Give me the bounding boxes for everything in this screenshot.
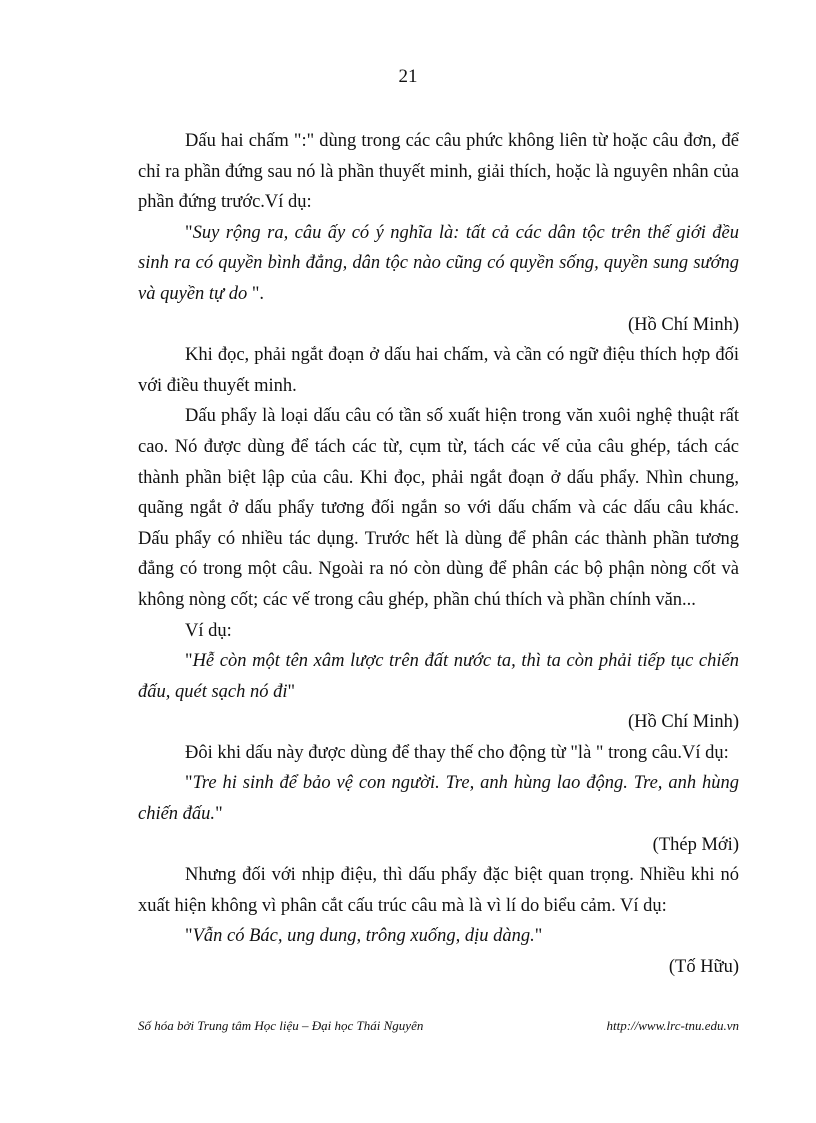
paragraph: Dấu phẩy là loại dấu câu có tần số xuất hiện trong văn xuôi nghệ thuật rất cao. Nó được dùng để tách các từ, cụm từ, tách các vế của câu ghép, tách các thành phần biệt lập của câu. Khi đọc, phải ngắt đoạn ở dấu phẩy. Nhìn chung, quãng ngắt ở dấu phẩy tương đối ngắn so với dấu chấm và các dấu câu khác. Dấu phẩy có nhiều tác dụng. Trước hết là dùng để phân các thành phần tương đẳng có trong một câu. Ngoài ra nó còn dùng để phân các bộ phận nòng cốt và không nòng cốt; các vế trong câu ghép, phần chú thích và phần chính văn...	[138, 406, 739, 610]
paragraph: Nhưng đối với nhịp điệu, thì dấu phẩy đặc biệt quan trọng. Nhiều khi nó xuất hiện không vì phân cắt cấu trúc câu mà là vì lí do biểu cảm. Ví dụ:	[138, 865, 739, 916]
quote-text: Vẫn có Bác, ung dung, trông xuống, dịu dàng.	[192, 926, 535, 947]
quote-source: (Tố Hữu)	[668, 957, 739, 978]
paragraph: Đôi khi dấu này được dùng để thay thế cho động từ "là " trong câu.Ví dụ:	[185, 742, 729, 763]
quote-close: "	[215, 804, 223, 825]
quote-source: (Hồ Chí Minh)	[628, 314, 739, 335]
footer-url: http://www.lrc-tnu.edu.vn	[606, 1018, 739, 1033]
quote: "Hễ còn một tên xâm lược trên đất nước ta, thì ta còn phải tiếp tục chiến đấu, quét sạch nó đi"	[138, 651, 739, 702]
paragraph: Khi đọc, phải ngắt đoạn ở dấu hai chấm, và cần có ngữ điệu thích hợp đối với điều thuyết minh.	[138, 345, 739, 396]
quote-close: "	[287, 681, 296, 702]
paragraph: Ví dụ:	[185, 620, 232, 641]
footer-credit: Số hóa bởi Trung tâm Học liệu – Đại học Thái Nguyên	[138, 1018, 424, 1033]
quote-close: ".	[251, 283, 265, 304]
quote-text: Suy rộng ra, câu ấy có ý nghĩa là: tất cả các dân tộc trên thế giới đều sinh ra có quyền bình đẳng, dân tộc nào cũng có quyền sống, quyền sung sướng và quyền tự do	[138, 222, 739, 304]
quote: "Vẫn có Bác, ung dung, trông xuống, dịu dàng."	[185, 926, 543, 947]
quote: "Suy rộng ra, câu ấy có ý nghĩa là: tất cả các dân tộc trên thế giới đều sinh ra có quyền bình đẳng, dân tộc nào cũng có quyền sống, quyền sung sướng và quyền tự do ".	[138, 222, 739, 304]
quote-text: Tre hi sinh để bảo vệ con người. Tre, anh hùng lao động. Tre, anh hùng chiến đấu.	[138, 773, 739, 825]
quote: "Tre hi sinh để bảo vệ con người. Tre, anh hùng lao động. Tre, anh hùng chiến đấu."	[138, 773, 739, 825]
paragraph: Dấu hai chấm ":" dùng trong các câu phức không liên từ hoặc câu đơn, để chỉ ra phần đứng sau nó là phần thuyết minh, giải thích, hoặc là nguyên nhân của phần đứng trước.Ví dụ:	[138, 131, 739, 213]
quote-text: Hễ còn một tên xâm lược trên đất nước ta, thì ta còn phải tiếp tục chiến đấu, quét sạch nó đi	[138, 651, 739, 702]
quote-source: (Hồ Chí Minh)	[628, 712, 739, 733]
quote-close: "	[534, 926, 543, 947]
body-text	[138, 126, 739, 983]
quote-source: (Thép Mới)	[652, 834, 739, 855]
page-number: 21	[398, 66, 418, 87]
